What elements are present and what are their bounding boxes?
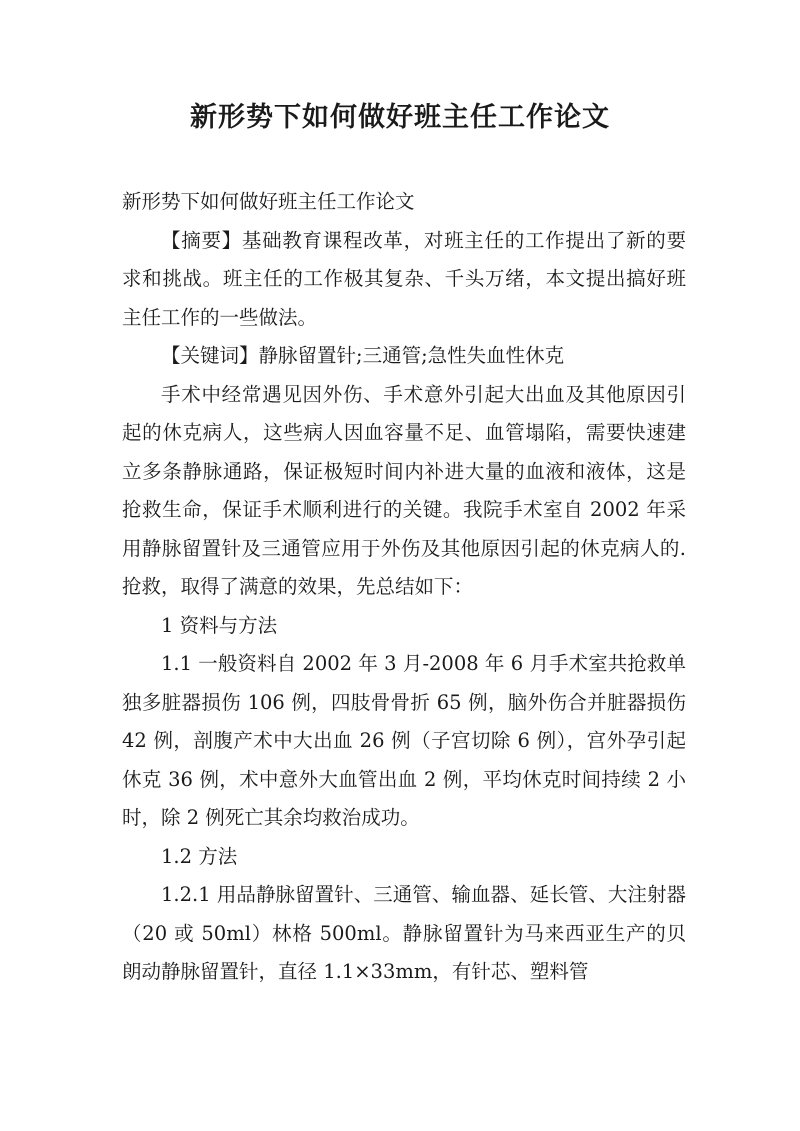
keywords-paragraph: 【关键词】静脉留置针;三通管;急性失血性休克 bbox=[161, 344, 565, 367]
section-supplies-paragraph: 1.2.1 用品静脉留置针、三通管、输血器、延长管、大注射器（20 或 50ml）林格 500ml。静脉留置针为马来西亚生产的贝朗动静脉留置针，直径 1.1×33mm，有针芯、塑料管 bbox=[122, 883, 686, 983]
document-body bbox=[122, 183, 686, 992]
document-title: 新形势下如何做好班主任工作论文 bbox=[190, 102, 610, 133]
section-general-data-paragraph: 1.1 一般资料自 2002 年 3 月-2008 年 6 月手术室共抢救单独多脏器损伤 106 例，四肢骨骨折 65 例，脑外伤合并脏器损伤 42 例，剖腹产术中大出血 26 例（子宫切除 6 例），宫外孕引起休克 36 例，术中意外大血管出血 2 例，平均休克时间持续 2 小时，除 2 例死亡其余均救治成功。 bbox=[122, 652, 686, 829]
section-heading-materials-methods: 1 资料与方法 bbox=[161, 613, 278, 637]
section-heading-methods: 1.2 方法 bbox=[161, 844, 238, 868]
intro-paragraph: 手术中经常遇见因外伤、手术意外引起大出血及其他原因引起的休克病人，这些病人因血容量不足、血管塌陷，需要快速建立多条静脉通路，保证极短时间内补进大量的血液和液体，这是抢救生命，保证手术顺利进行的关键。我院手术室自 2002 年采用静脉留置针及三通管应用于外伤及其他原因引起的休克病人的.抢救，取得了满意的效果，先总结如下： bbox=[122, 382, 686, 598]
document-subtitle: 新形势下如何做好班主任工作论文 bbox=[122, 190, 415, 213]
abstract-paragraph: 【摘要】基础教育课程改革，对班主任的工作提出了新的要求和挑战。班主任的工作极其复杂、千头万绪，本文提出搞好班主任工作的一些做法。 bbox=[122, 228, 686, 329]
